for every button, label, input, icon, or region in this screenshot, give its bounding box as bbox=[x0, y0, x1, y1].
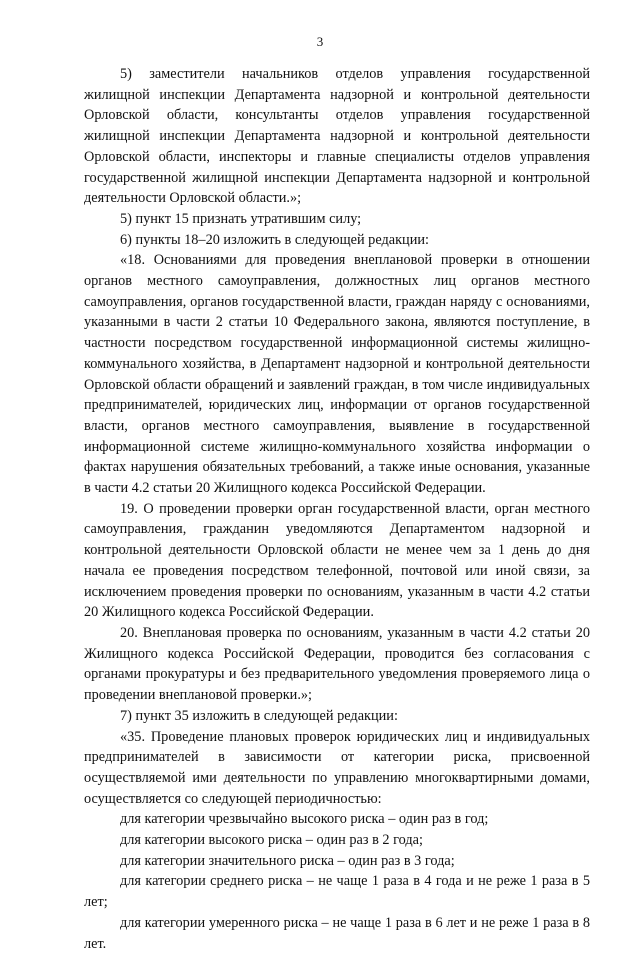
paragraph-items-18-20: 6) пункты 18–20 изложить в следующей редакции: bbox=[120, 231, 429, 248]
risk-category-significant: для категории значительного риска – один раз в 3 года; bbox=[120, 852, 455, 869]
paragraph-20: 20. Внеплановая проверка по основаниям, указанным в части 4.2 статьи 20 Жилищного кодекса Российской Федерации, проводится без согласования с органами прокуратуры и без предварительного уведомления проверяемого лица о проведении внеплановой проверки.»; bbox=[84, 624, 590, 704]
risk-category-extremely-high: для категории чрезвычайно высокого риска – один раз в год; bbox=[120, 811, 489, 828]
paragraph-19: 19. О проведении проверки орган государственной власти, орган местного самоуправления, гражданин уведомляются Департаментом надзорной и контрольной деятельности Орловской области не менее чем за 1 день до дня начала ее проведения посредством телефонной, почтовой или иной связи, за исключением проведения проверки по основаниям, указанным в части 4.2 статьи 20 Жилищного кодекса Российской Федерации. bbox=[84, 500, 590, 621]
risk-category-moderate: для категории умеренного риска – не чаще 1 раза в 6 лет и не реже 1 раза в 8 лет. bbox=[84, 914, 590, 952]
risk-category-medium: для категории среднего риска – не чаще 1 раза в 4 года и не реже 1 раза в 5 лет; bbox=[84, 873, 590, 911]
page-number: 3 bbox=[316, 34, 324, 49]
paragraph-35: «35. Проведение плановых проверок юридических лиц и индивидуальных предпринимателей в зависимости от категории риска, присвоенной осуществляемой ими деятельности по управлению многоквартирными домами, осуществляется со следующей периодичностью: bbox=[84, 728, 590, 807]
paragraph-item-15: 5) пункт 15 признать утратившим силу; bbox=[120, 210, 362, 227]
paragraph-18: «18. Основаниями для проведения внеплановой проверки в отношении органов местного самоуправления, должностных лиц органов местного самоуправления, органов государственной власти, граждан наряду с основаниями, указанными в части 2 статьи 10 Федерального закона, являются поступление, в частности посредством государственной информационной системы жилищно-коммунального хозяйства, в Департамент надзорной и контрольной деятельности Орловской области обращений и заявлений граждан, в том числе индивидуальных предпринимателей, юридических лиц, информации от органов государственной власти, органов местного самоуправления, выявление в государственной информационной системе жилищно-коммунального хозяйства информации о фактах нарушения обязательных требований, а также иные основания, указанные в части 4.2 статьи 20 Жилищного кодекса Российской Федерации. bbox=[84, 252, 590, 497]
risk-category-high: для категории высокого риска – один раз в 2 года; bbox=[120, 832, 423, 849]
paragraph-item-35: 7) пункт 35 изложить в следующей редакции: bbox=[120, 707, 398, 724]
paragraph-deputy-heads: 5) заместители начальников отделов управления государственной жилищной инспекции Департамента надзорной и контрольной деятельности Орловской области, консультанты отделов управления государственной жилищной инспекции Департамента надзорной и контрольной деятельности Орловской области, инспекторы и главные специалисты отделов управления государственной жилищной инспекции Департамента надзорной и контрольной деятельности Орловской области.»; bbox=[84, 66, 590, 207]
document-body bbox=[84, 64, 590, 954]
